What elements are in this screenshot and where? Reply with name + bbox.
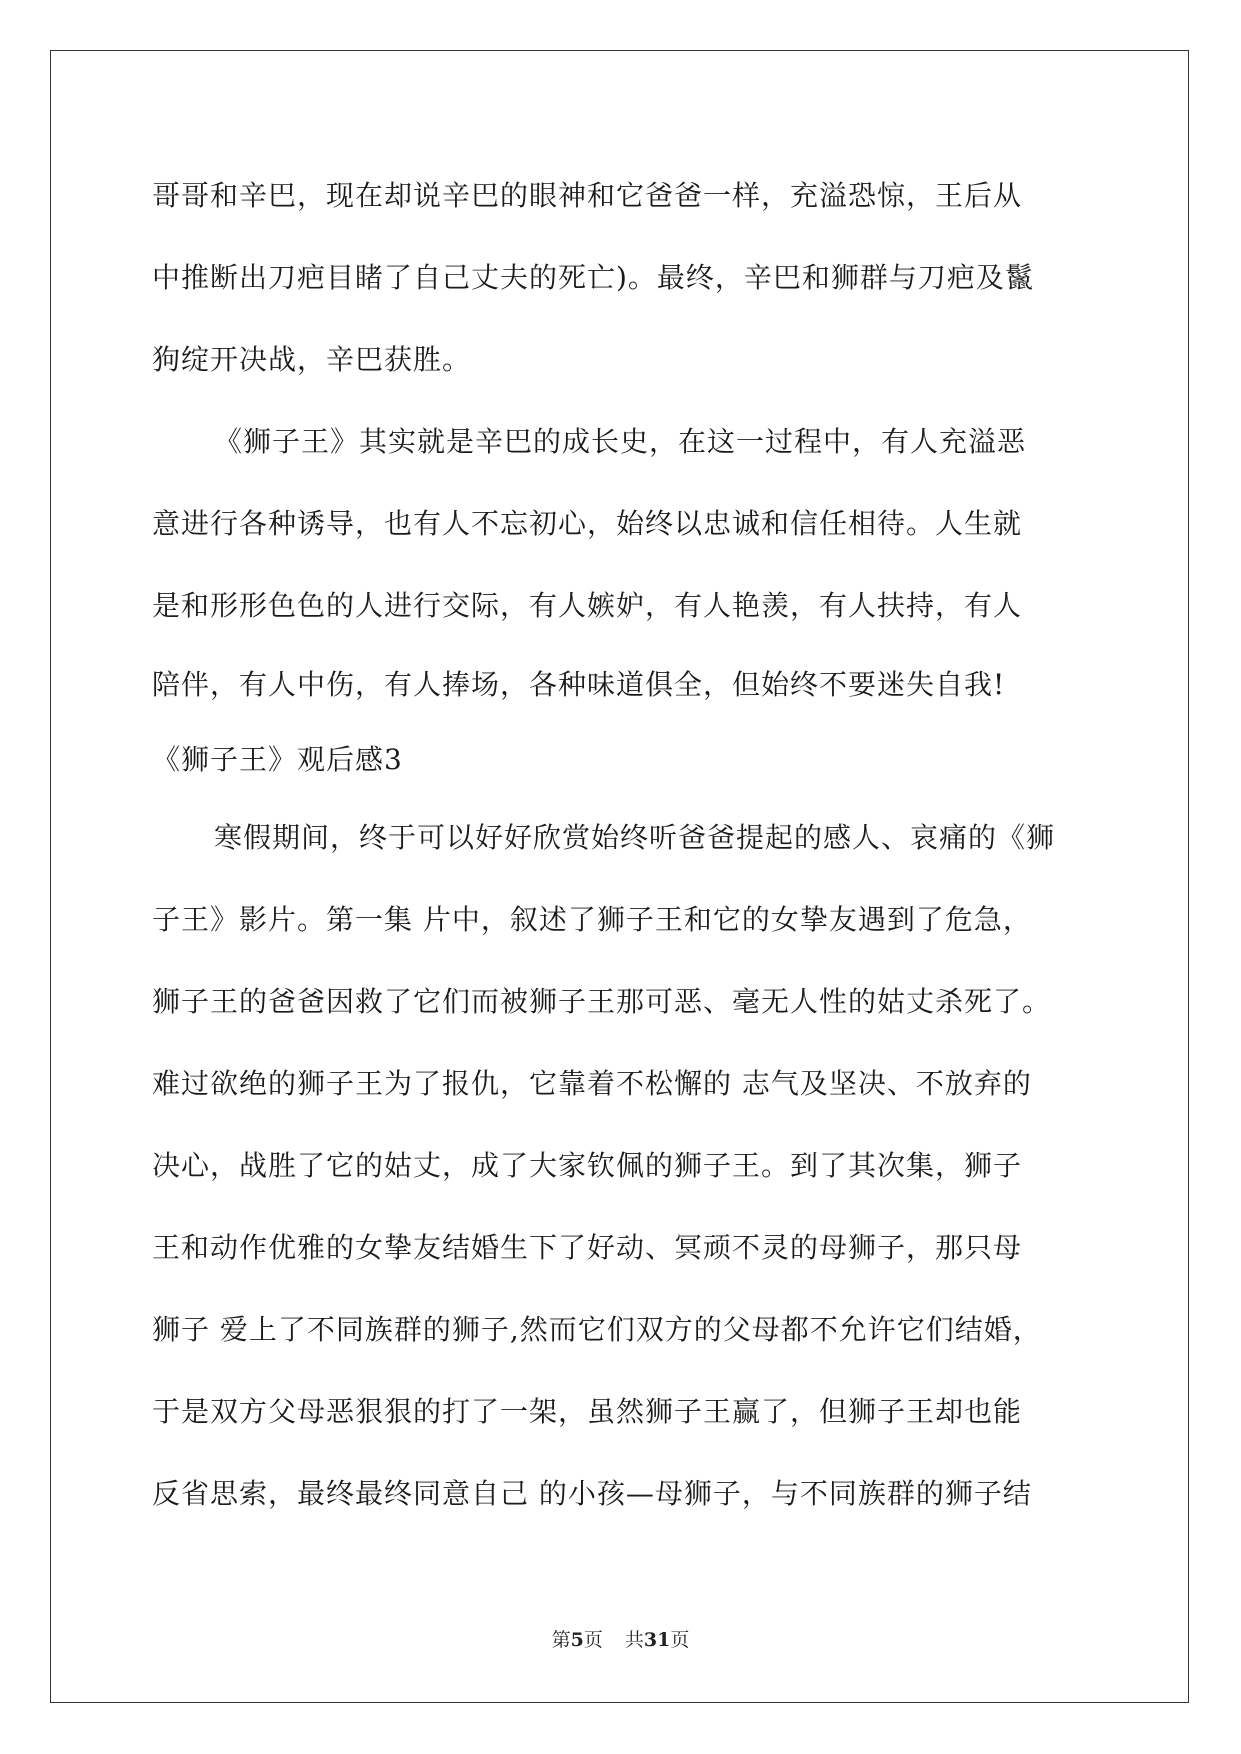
text-line: 狮子王的爸爸因救了它们而被狮子王那可恶、毫无人性的姑丈杀死了。: [152, 985, 1052, 1018]
text-line: 子王》影片。第一集 片中，叙述了狮子王和它的女挚友遇到了危急，: [152, 903, 1032, 936]
paragraph-start-line: 《狮子王》其实就是辛巴的成长史，在这一过程中，有人充溢恶: [214, 425, 1027, 458]
text-line: 难过欲绝的狮子王为了报仇，它靠着不松懈的 志气及坚决、不放弃的: [152, 1067, 1032, 1100]
text-line: 狗绽开决战，辛巴获胜。: [152, 343, 472, 376]
text-line: 是和形形色色的人进行交际，有人嫉妒，有人艳羡，有人扶持，有人: [152, 589, 1023, 622]
text-line: 陪伴，有人中伤，有人捧场，各种味道俱全，但始终不要迷失自我!: [152, 668, 1006, 701]
footer-page-suffix: 页: [583, 1629, 603, 1651]
document-body: [152, 155, 1092, 1535]
paragraph-start-line: 寒假期间，终于可以好好欣赏始终听爸爸提起的感人、哀痛的《狮: [214, 821, 1056, 854]
text-line: 决心，战胜了它的姑丈，成了大家钦佩的狮子王。到了其次集，狮子: [152, 1149, 1023, 1182]
footer-prefix: 第: [551, 1629, 571, 1651]
text-line: 于是双方父母恶狠狠的打了一架，虽然狮子王赢了，但狮子王却也能: [152, 1395, 1023, 1428]
page-number: 5: [570, 1629, 584, 1651]
total-pages: 31: [643, 1629, 671, 1651]
section-heading: 《狮子王》观后感3: [152, 743, 403, 776]
text-line: 狮子 爱上了不同族群的狮子,然而它们双方的父母都不允许它们结婚，: [152, 1313, 1042, 1346]
text-line: 反省思索，最终最终同意自己 的小孩—母狮子，与不同族群的狮子结: [152, 1477, 1032, 1510]
text-line: 意进行各种诱导，也有人不忘初心，始终以忠诚和信任相待。人生就: [152, 507, 1023, 540]
text-line: 王和动作优雅的女挚友结婚生下了好动、冥顽不灵的母狮子，那只母: [152, 1231, 1023, 1264]
text-line: 中推断出刀疤目睹了自己丈夫的死亡)。最终，辛巴和狮群与刀疤及鬣: [152, 261, 1034, 294]
footer-total-prefix: 共: [624, 1629, 644, 1651]
footer-total-suffix: 页: [670, 1629, 690, 1651]
page-footer: [0, 1625, 1241, 1652]
text-line: 哥哥和辛巴，现在却说辛巴的眼神和它爸爸一样，充溢恐惊，王后从: [152, 179, 1023, 212]
